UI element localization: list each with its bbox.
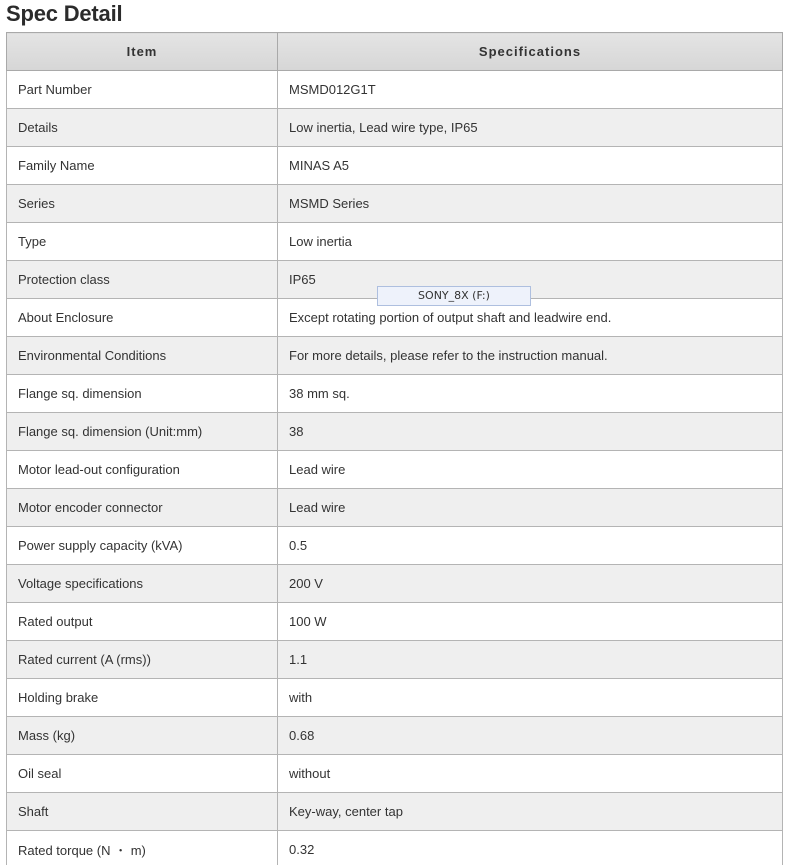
spec-table-body xyxy=(7,71,783,865)
spec-value-cell: 38 xyxy=(278,413,783,451)
spec-value-cell: Key-way, center tap xyxy=(278,793,783,831)
spec-value-cell: 1.1 xyxy=(278,641,783,679)
spec-value-cell: MINAS A5 xyxy=(278,147,783,185)
spec-item-cell: Rated output xyxy=(7,603,278,641)
spec-item-cell: Motor encoder connector xyxy=(7,489,278,527)
spec-item-cell: Flange sq. dimension (Unit:mm) xyxy=(7,413,278,451)
spec-value-cell: without xyxy=(278,755,783,793)
table-row xyxy=(7,717,783,755)
spec-item-cell: Motor lead-out configuration xyxy=(7,451,278,489)
table-row xyxy=(7,223,783,261)
table-row xyxy=(7,793,783,831)
table-row xyxy=(7,71,783,109)
table-row xyxy=(7,641,783,679)
table-row xyxy=(7,109,783,147)
spec-value-cell: MSMD Series xyxy=(278,185,783,223)
spec-item-cell: Rated current (A (rms)) xyxy=(7,641,278,679)
table-row xyxy=(7,375,783,413)
page-title: Spec Detail xyxy=(6,1,123,26)
drive-tooltip: SONY_8X (F:) xyxy=(377,286,531,306)
spec-value-cell: For more details, please refer to the instruction manual. xyxy=(278,337,783,375)
spec-item-cell: Series xyxy=(7,185,278,223)
spec-item-cell: Voltage specifications xyxy=(7,565,278,603)
spec-item-cell: Oil seal xyxy=(7,755,278,793)
spec-value-cell: Lead wire xyxy=(278,451,783,489)
spec-value-cell: MSMD012G1T xyxy=(278,71,783,109)
table-header-row xyxy=(7,33,783,71)
spec-item-cell: Rated torque (N ・ m) xyxy=(7,831,278,865)
spec-value-cell: Lead wire xyxy=(278,489,783,527)
table-row xyxy=(7,679,783,717)
spec-value-cell: 0.32 xyxy=(278,831,783,865)
table-row xyxy=(7,755,783,793)
column-header-specifications: Specifications xyxy=(278,33,783,71)
spec-item-cell: Protection class xyxy=(7,261,278,299)
table-row xyxy=(7,185,783,223)
spec-value-cell: 100 W xyxy=(278,603,783,641)
spec-value-cell: with xyxy=(278,679,783,717)
spec-value-cell: 38 mm sq. xyxy=(278,375,783,413)
spec-item-cell: Type xyxy=(7,223,278,261)
table-row xyxy=(7,147,783,185)
table-row xyxy=(7,413,783,451)
spec-value-cell: Low inertia xyxy=(278,223,783,261)
spec-item-cell: Power supply capacity (kVA) xyxy=(7,527,278,565)
table-row xyxy=(7,831,783,865)
spec-value-cell: 0.68 xyxy=(278,717,783,755)
spec-table xyxy=(6,32,783,865)
spec-item-cell: Environmental Conditions xyxy=(7,337,278,375)
table-row xyxy=(7,603,783,641)
spec-value-cell: Low inertia, Lead wire type, IP65 xyxy=(278,109,783,147)
spec-value-cell: IP65 xyxy=(278,261,783,299)
table-row xyxy=(7,489,783,527)
spec-value-cell: Except rotating portion of output shaft and leadwire end. xyxy=(278,299,783,337)
table-row xyxy=(7,451,783,489)
spec-item-cell: About Enclosure xyxy=(7,299,278,337)
spec-item-cell: Shaft xyxy=(7,793,278,831)
spec-item-cell: Family Name xyxy=(7,147,278,185)
table-row xyxy=(7,565,783,603)
spec-item-cell: Mass (kg) xyxy=(7,717,278,755)
spec-item-cell: Details xyxy=(7,109,278,147)
spec-item-cell: Flange sq. dimension xyxy=(7,375,278,413)
table-row xyxy=(7,337,783,375)
spec-value-cell: 200 V xyxy=(278,565,783,603)
spec-item-cell: Holding brake xyxy=(7,679,278,717)
spec-value-cell: 0.5 xyxy=(278,527,783,565)
table-row xyxy=(7,527,783,565)
column-header-item: Item xyxy=(7,33,278,71)
spec-item-cell: Part Number xyxy=(7,71,278,109)
